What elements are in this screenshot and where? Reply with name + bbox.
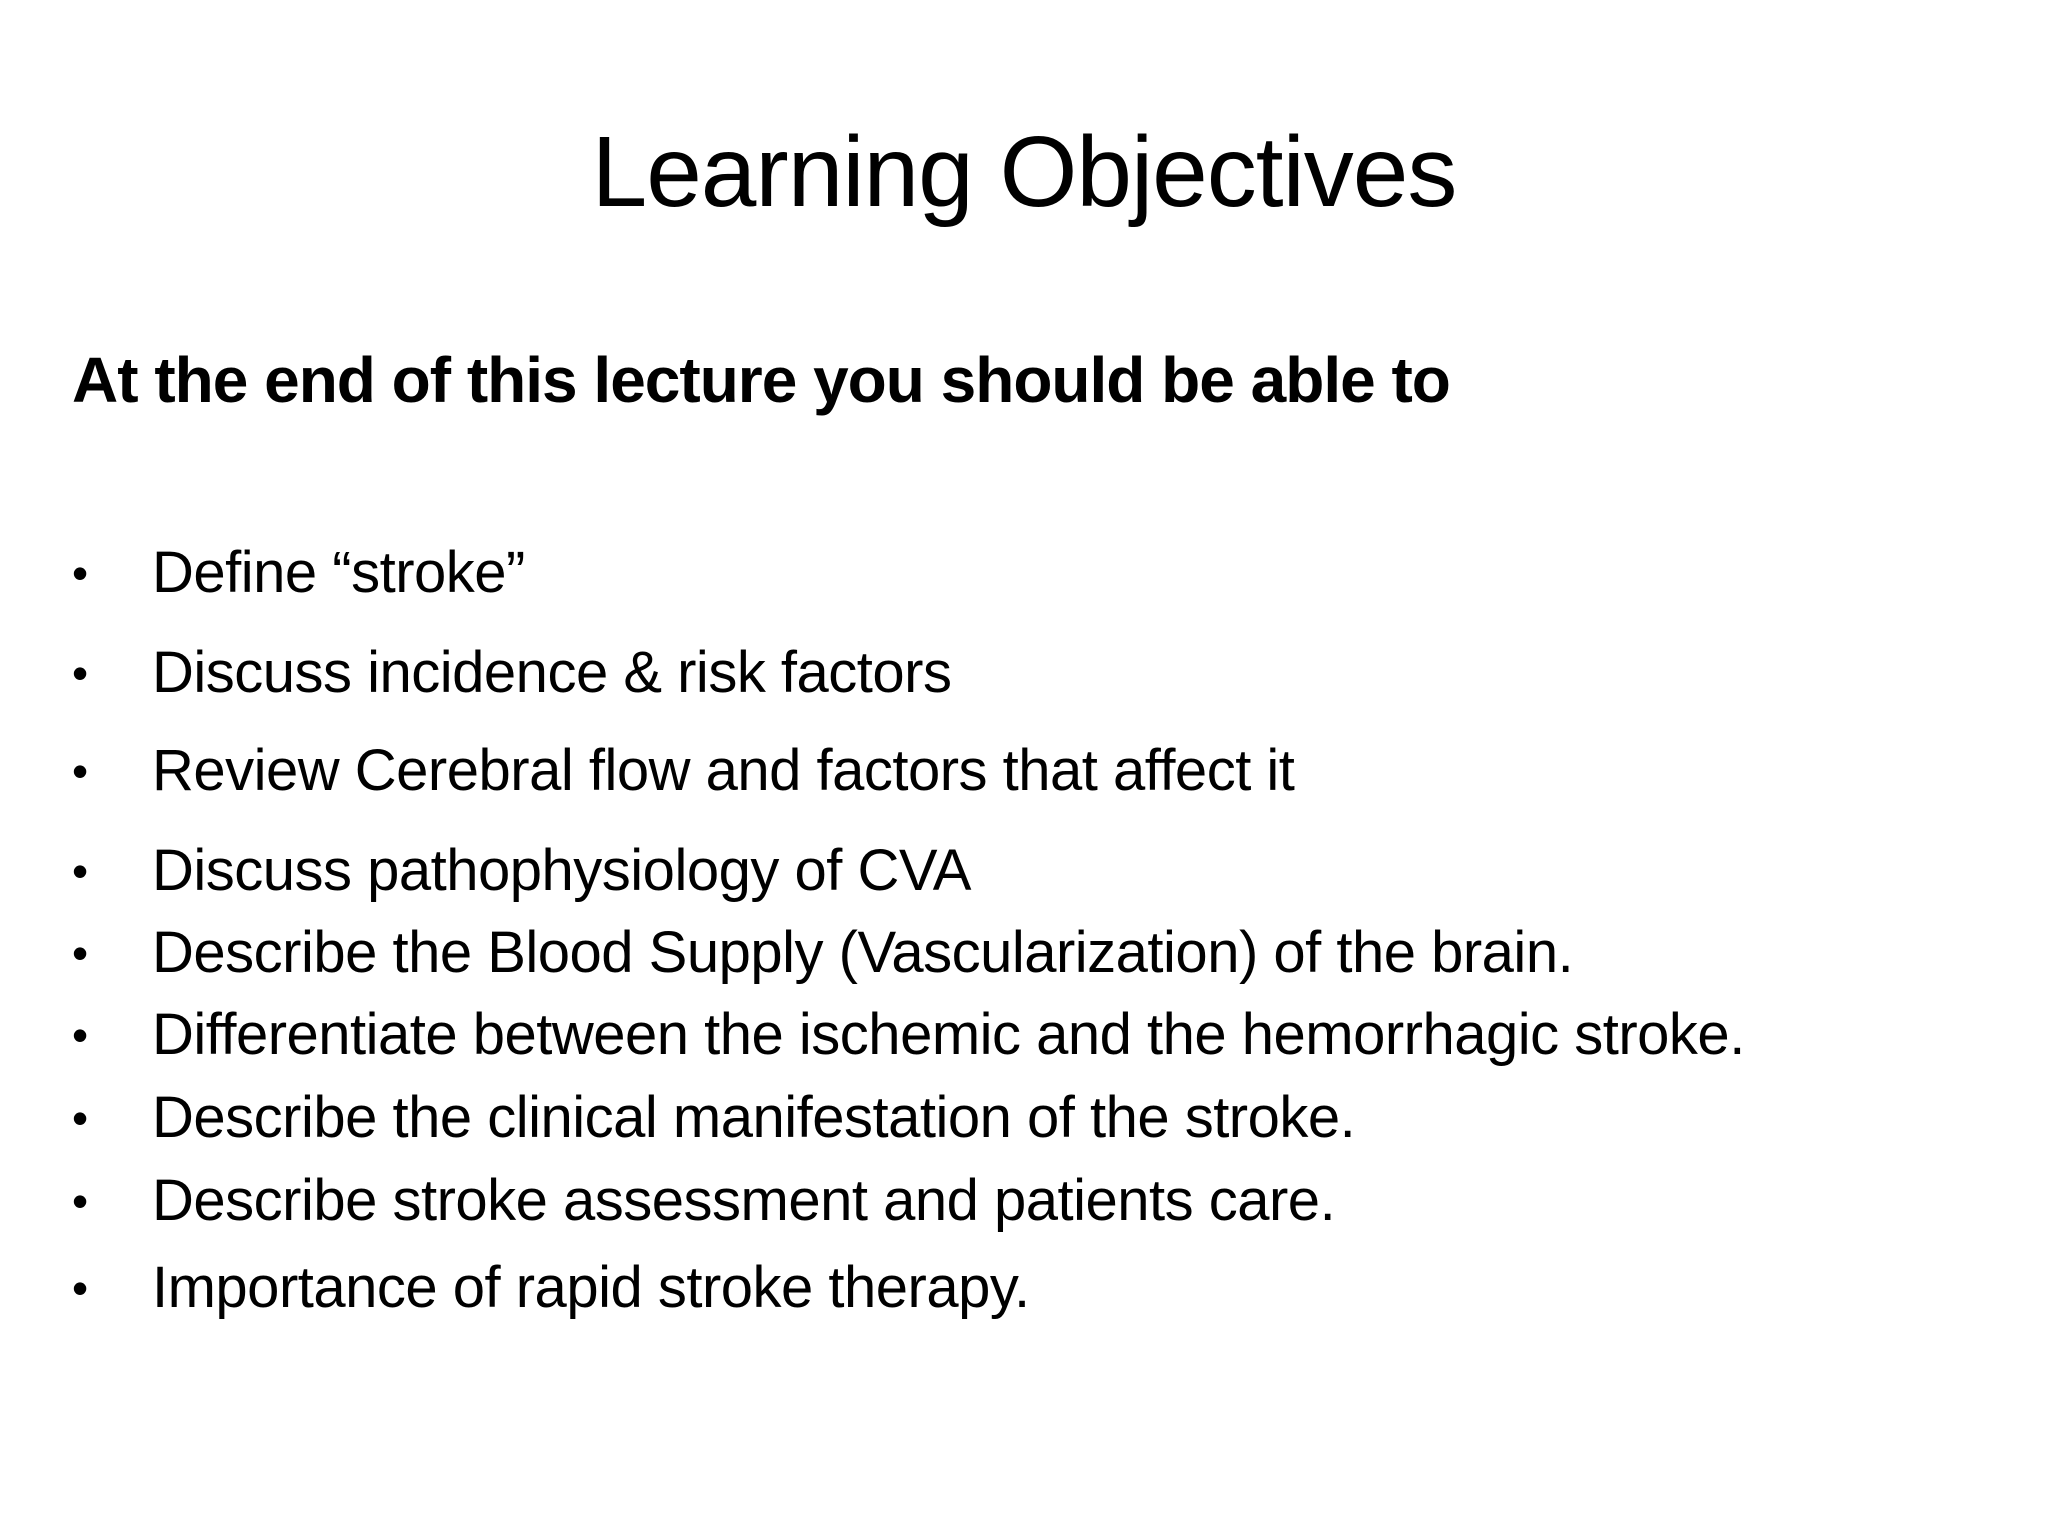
bullet-icon: • [72,745,88,797]
slide-title: Learning Objectives [591,116,1457,228]
bullet-icon: • [72,1009,88,1061]
bullet-icon: • [72,547,88,599]
objective-item [72,1000,2032,1070]
objective-item [72,736,2032,806]
objective-text: Review Cerebral flow and factors that affect it [152,738,1295,803]
objective-item [72,918,2032,988]
bullet-icon: • [72,1092,88,1144]
bullet-icon: • [72,927,88,979]
objective-item [72,638,2032,708]
objective-text: Describe the clinical manifestation of the stroke. [152,1085,1356,1150]
objective-text: Describe stroke assessment and patients care. [152,1168,1336,1233]
objective-text: Importance of rapid stroke therapy. [152,1255,1030,1320]
objective-item [72,1083,2032,1153]
objective-item [72,538,2032,608]
slide-subtitle: At the end of this lecture you should be able to [72,344,1450,416]
objective-item [72,836,2032,906]
objective-text: Differentiate between the ischemic and the hemorrhagic stroke. [152,1002,1745,1067]
bullet-icon: • [72,845,88,897]
objective-text: Discuss incidence & risk factors [152,640,952,705]
bullet-icon: • [72,647,88,699]
objective-item [72,1253,2032,1323]
bullet-icon: • [72,1262,88,1314]
objective-item [72,1166,2032,1236]
bullet-icon: • [72,1175,88,1227]
objective-text: Discuss pathophysiology of CVA [152,838,971,903]
objective-text: Define “stroke” [152,540,525,605]
objective-text: Describe the Blood Supply (Vascularization) of the brain. [152,920,1574,985]
